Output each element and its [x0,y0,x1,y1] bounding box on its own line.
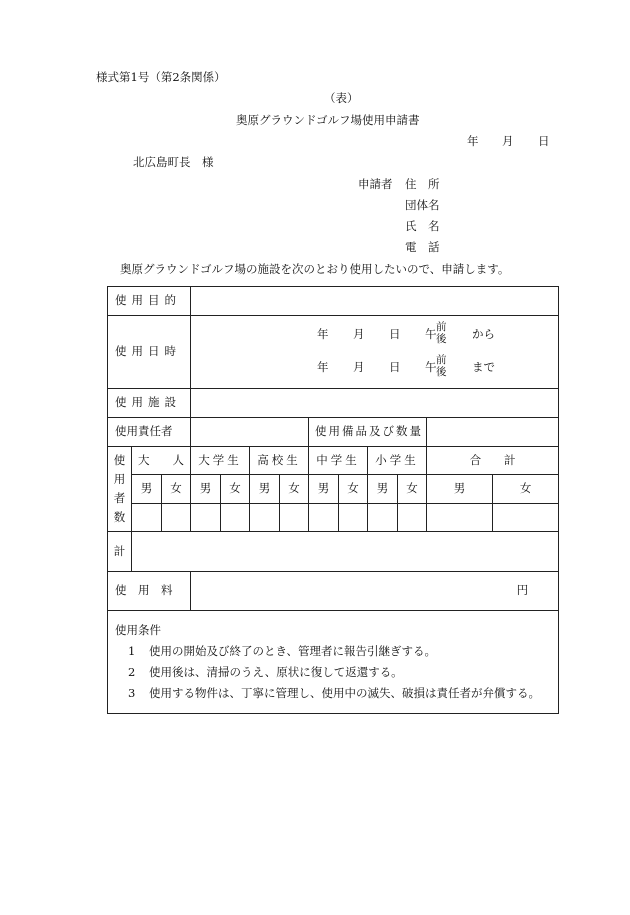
condition-item-3 [115,683,558,704]
users-count-row [108,504,559,532]
condition-text-3: 使用する物件は、丁寧に管理し、使用中の滅失、破損は責任者が弁償する。 [149,686,540,700]
total-female: 女 [493,475,559,504]
from-month: 月 [353,327,365,341]
juniorhigh-male: 男 [309,475,339,504]
from-pm: 後 [436,333,447,345]
university-male-count[interactable] [191,504,221,532]
juniorhigh-male-count[interactable] [309,504,339,532]
total-label: 計 [108,532,132,572]
total-female-count[interactable] [493,504,559,532]
elementary-female: 女 [398,475,427,504]
form-number: 様式第1号（第2条関係） [96,70,226,84]
elementary-male-count[interactable] [368,504,398,532]
purpose-field[interactable] [191,287,559,316]
highschool-male: 男 [250,475,280,504]
applicant-group-label: 団体名 [405,198,440,212]
condition-text-2: 使用後は、清掃のうえ、原状に復して返還する。 [149,665,403,679]
juniorhigh-female-count[interactable] [339,504,368,532]
conditions-title: 使用条件 [115,623,161,637]
from-label: から [472,327,496,341]
users-char-2: 用 [113,472,126,486]
condition-num-1: 1 [128,644,136,658]
highschool-male-count[interactable] [250,504,280,532]
total-field[interactable] [132,532,559,572]
to-ampm [436,354,448,378]
users-char-1: 使 [113,453,126,467]
from-ampm [436,321,448,345]
total-row [108,532,559,572]
group-elementary: 小学生 [368,447,427,475]
addressee: 北広島町長 様 [133,155,214,169]
users-label [108,447,132,532]
adult-male: 男 [132,475,162,504]
to-month: 月 [353,360,365,374]
adult-male-count[interactable] [132,504,162,532]
university-male: 男 [191,475,221,504]
applicant-phone-label: 電 話 [405,240,440,254]
users-group-row [108,447,559,475]
manager-field[interactable] [191,418,309,447]
fee-row [108,572,559,611]
fee-label: 使 用 料 [108,572,191,611]
form-side: （表） [324,91,359,105]
manager-label: 使用責任者 [108,418,191,447]
datetime-field[interactable] [191,316,559,389]
users-gender-row [108,475,559,504]
yen-unit: 円 [516,583,529,598]
group-highschool: 高校生 [250,447,309,475]
group-university: 大学生 [191,447,250,475]
application-table [107,286,559,714]
university-female-count[interactable] [221,504,250,532]
applicant-name-label: 氏 名 [405,219,440,233]
facility-field[interactable] [191,389,559,418]
page-title: 奥原グラウンドゴルフ場使用申請書 [236,113,420,127]
from-am: 前 [436,321,447,333]
condition-num-2: 2 [128,665,136,679]
applicant-address-label: 住 所 [405,177,440,191]
university-female: 女 [221,475,250,504]
highschool-female-count[interactable] [280,504,309,532]
adult-female: 女 [162,475,191,504]
fee-field[interactable] [191,572,559,611]
facility-row [108,389,559,418]
datetime-row [108,316,559,389]
datetime-label: 使用日時 [108,316,191,389]
facility-label: 使用施設 [108,389,191,418]
users-char-4: 数 [113,510,126,524]
condition-item-2 [115,662,558,683]
from-day: 日 [389,327,401,341]
conditions-row [108,611,559,714]
elementary-female-count[interactable] [398,504,427,532]
total-male: 男 [427,475,493,504]
manager-row [108,418,559,447]
to-label: まで [472,360,496,374]
users-char-3: 者 [113,491,126,505]
adult-female-count[interactable] [162,504,191,532]
condition-item-1 [115,641,558,662]
group-total: 合 計 [427,447,559,475]
to-day: 日 [389,360,401,374]
condition-text-1: 使用の開始及び終了のとき、管理者に報告引継ぎする。 [149,644,437,658]
to-pm: 後 [436,366,447,378]
from-ampm-prefix: 午 [425,327,437,341]
total-male-count[interactable] [427,504,493,532]
applicant-label: 申請者 [358,177,393,191]
conditions-block [108,611,559,714]
equipment-field[interactable] [427,418,559,447]
purpose-row [108,287,559,316]
group-adult: 大 人 [132,447,191,475]
highschool-female: 女 [280,475,309,504]
purpose-label: 使用目的 [108,287,191,316]
condition-num-3: 3 [128,686,136,700]
to-year: 年 [317,360,329,374]
to-am: 前 [436,354,447,366]
equipment-label: 使用備品及び数量 [309,418,427,447]
date-year: 年 [467,134,479,148]
from-year: 年 [317,327,329,341]
to-ampm-prefix: 午 [425,360,437,374]
date-month: 月 [502,134,514,148]
intro-text: 奥原グラウンドゴルフ場の施設を次のとおり使用したいので、申請します。 [120,262,510,276]
juniorhigh-female: 女 [339,475,368,504]
elementary-male: 男 [368,475,398,504]
group-juniorhigh: 中学生 [309,447,368,475]
date-day: 日 [538,134,550,148]
